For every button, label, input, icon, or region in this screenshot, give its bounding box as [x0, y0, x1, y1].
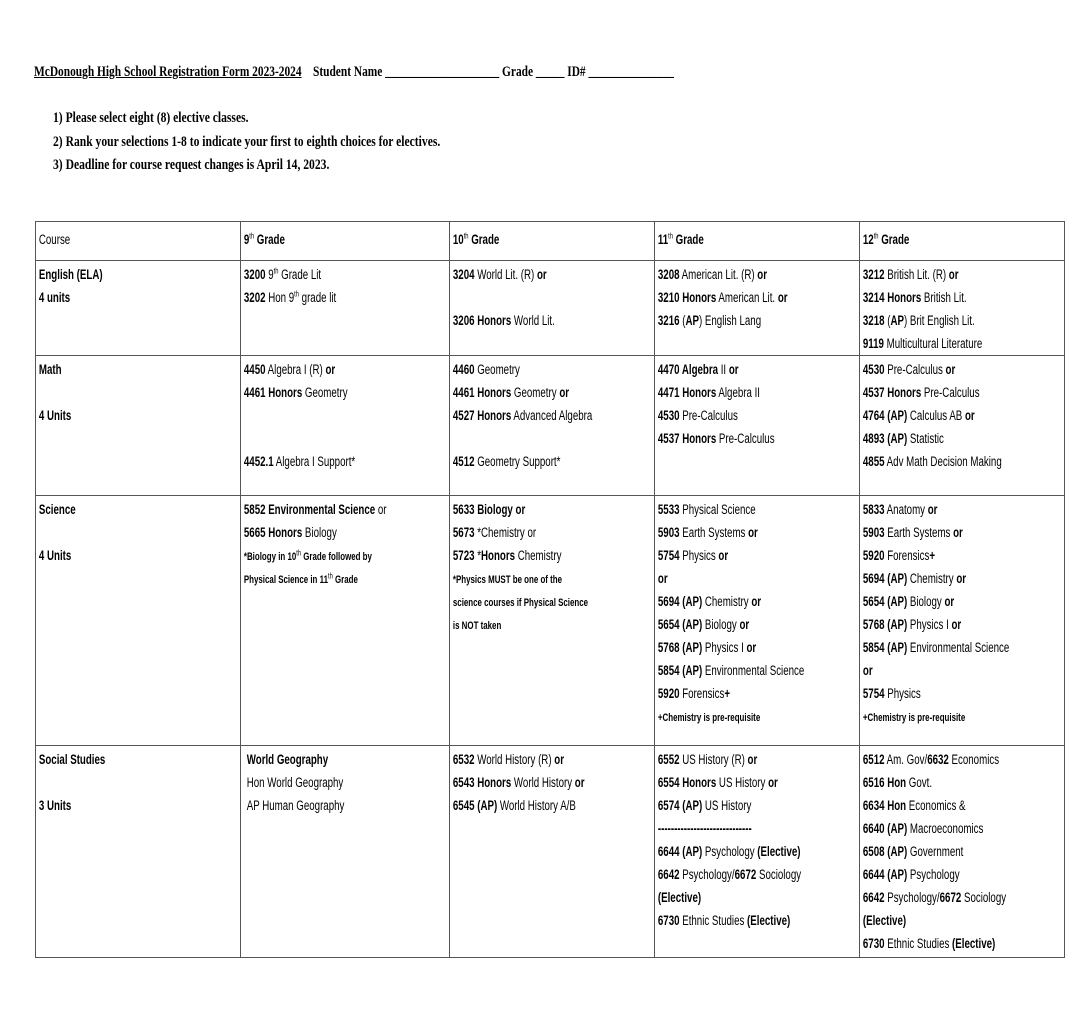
course-code: 4461 Honors: [452, 385, 512, 400]
course-text: Chemistry: [702, 594, 752, 609]
course-code: 5903: [862, 525, 885, 540]
course-text: World History (R): [474, 752, 555, 767]
or-word: or: [956, 571, 967, 586]
course-text: Psychology: [702, 844, 758, 859]
course-code: 5694 (AP): [657, 594, 703, 609]
form-title-line: [34, 64, 674, 81]
course-code: 4470 Algebra: [657, 362, 719, 377]
course-text: Geometry: [302, 385, 348, 400]
course-code: 5723: [452, 548, 475, 563]
course-text: Pre-Calculus: [679, 408, 738, 423]
course-code: 6730: [657, 913, 680, 928]
course-text: Sociology: [961, 890, 1007, 905]
course-code: 6644 (AP): [862, 867, 908, 882]
course-code: 5920: [657, 686, 680, 701]
course-code: 4471 Honors: [657, 385, 717, 400]
course-text: Algebra I (R): [265, 362, 326, 377]
course-table: [35, 221, 1065, 958]
course-text: Algebra II: [716, 385, 761, 400]
course-code: 4537 Honors: [657, 431, 717, 446]
course-code: 3208: [657, 267, 680, 282]
grade-number: 10: [452, 232, 464, 247]
plus-mark: +: [724, 686, 731, 701]
note-text: Grade: [332, 574, 358, 586]
course-cell-10: [450, 496, 655, 746]
instruction-item: 2) Rank your selections 1-8 to indicate your first to eighth choices for electives.: [53, 133, 441, 150]
course-text: Ethnic Studies: [679, 913, 748, 928]
course-code: 6730: [862, 936, 885, 951]
grade-number: 9: [243, 232, 250, 247]
note-text: +Chemistry is pre-requisite: [862, 712, 966, 724]
subject-units: 4 Units: [38, 408, 72, 423]
subject-cell: [36, 261, 241, 356]
course-code: 4537 Honors: [862, 385, 922, 400]
course-text: US History: [716, 775, 769, 790]
or-word: or: [746, 640, 757, 655]
course-code: 6512: [862, 752, 885, 767]
or-word: or: [757, 267, 768, 282]
subject-units: 3 Units: [38, 798, 72, 813]
course-text: Am. Gov/: [884, 752, 928, 767]
course-text: Grade Lit: [278, 267, 322, 282]
grade-word: Grade: [254, 232, 285, 247]
divider-text: -----------------------------: [657, 821, 752, 836]
course-code: 3212: [862, 267, 885, 282]
course-code: 5852 Environmental Science: [243, 502, 376, 517]
instructions-list: [53, 110, 440, 181]
course-text: Government: [907, 844, 964, 859]
course-text: American Lit.: [716, 290, 778, 305]
course-text: Pre-Calculus: [884, 362, 946, 377]
course-text: British Lit. (R): [884, 267, 949, 282]
header-cell-10th: [450, 222, 655, 261]
course-text: Macroeconomics: [907, 821, 984, 836]
course-cell-9: [241, 261, 450, 356]
course-code: 6552: [657, 752, 680, 767]
course-text: Govt.: [906, 775, 933, 790]
table-row-english: [36, 261, 1065, 356]
course-text: *Chemistry or: [474, 525, 537, 540]
or-word: or: [574, 775, 585, 790]
course-text: American Lit. (R): [679, 267, 758, 282]
or-word: or: [559, 385, 570, 400]
course-text: Economics &: [906, 798, 966, 813]
or-word: or: [747, 752, 758, 767]
header-label: Course: [38, 232, 71, 247]
course-cell-9: [241, 496, 450, 746]
course-text: Earth Systems: [884, 525, 954, 540]
course-text: Biology: [907, 594, 945, 609]
course-text: or: [375, 502, 387, 517]
course-code: 9119: [862, 336, 884, 351]
course-text: Pre-Calculus: [716, 431, 775, 446]
course-code: 4452.1: [243, 454, 274, 469]
or-word: or: [554, 752, 564, 767]
course-text: 9: [265, 267, 274, 282]
course-code: 4530: [657, 408, 680, 423]
course-code: 5673: [452, 525, 475, 540]
course-text: Multicultural Literature: [883, 336, 983, 351]
subject-units: 4 Units: [38, 548, 72, 563]
course-cell-12: [860, 261, 1065, 356]
header-cell-9th: [241, 222, 450, 261]
course-text: Adv Math Decision Making: [884, 454, 1002, 469]
course-code: 4450: [243, 362, 266, 377]
course-cell-12: [860, 356, 1065, 496]
course-text: Geometry Support*: [474, 454, 561, 469]
elective-label: (Elective): [747, 913, 791, 928]
course-text: (: [884, 313, 891, 328]
or-word: or: [777, 290, 788, 305]
ordinal-suffix: th: [327, 571, 333, 581]
header-cell-11th: [655, 222, 860, 261]
course-code: 6545 (AP): [452, 798, 498, 813]
subject-name: Social Studies: [38, 752, 106, 767]
course-text: Chemistry: [907, 571, 957, 586]
or-word: or: [927, 502, 938, 517]
or-word: or: [728, 362, 739, 377]
course-text: Physics I: [907, 617, 952, 632]
course-text: US History (R): [679, 752, 748, 767]
course-code: 5768 (AP): [862, 617, 908, 632]
course-name: World Geography: [246, 752, 329, 767]
course-text: Hon 9: [265, 290, 295, 305]
course-text: Advanced Algebra: [511, 408, 593, 423]
elective-label: (Elective): [862, 913, 907, 928]
course-code: 5694 (AP): [862, 571, 908, 586]
instruction-item: 1) Please select eight (8) elective classes.: [53, 110, 249, 126]
course-code: 5754: [862, 686, 885, 701]
table-row-math: [36, 356, 1065, 496]
student-info-fields[interactable]: Student Name ____________________ Grade _____ ID# _______________: [312, 64, 674, 80]
course-cell-10: [450, 261, 655, 356]
course-cell-9: [241, 356, 450, 496]
grade-word: Grade: [878, 232, 910, 247]
course-code: 3216: [657, 313, 680, 328]
course-text: Chemistry: [515, 548, 562, 563]
or-word: or: [657, 571, 668, 586]
grade-word: Grade: [672, 232, 704, 247]
plus-mark: +: [929, 548, 936, 563]
course-text: Algebra I Support*: [273, 454, 356, 469]
course-code: 6508 (AP): [862, 844, 908, 859]
or-word: or: [951, 617, 962, 632]
course-cell-11: [655, 356, 860, 496]
course-code: 6672: [734, 867, 757, 882]
elective-label: (Elective): [952, 936, 996, 951]
course-code: Honors: [481, 548, 516, 563]
ap-label: AP: [685, 313, 699, 328]
course-text: Pre-Calculus: [921, 385, 980, 400]
ordinal-suffix: th: [296, 548, 302, 558]
or-word: or: [964, 408, 975, 423]
course-code: 6644 (AP): [657, 844, 703, 859]
course-code: 5633 Biology or: [452, 502, 526, 517]
or-word: or: [751, 594, 762, 609]
course-code: 3202: [243, 290, 266, 305]
course-text: Hon World Geography: [246, 775, 344, 790]
course-text: Geometry: [474, 362, 520, 377]
course-code: 6642: [657, 867, 680, 882]
course-code: 4461 Honors: [243, 385, 303, 400]
course-text: World History: [511, 775, 575, 790]
course-code: 4460: [452, 362, 475, 377]
or-word: or: [739, 617, 750, 632]
course-text: World History A/B: [497, 798, 576, 813]
course-text: Physical Science: [679, 502, 756, 517]
course-cell-10: [450, 746, 655, 958]
course-text: Statistic: [907, 431, 944, 446]
table-row-social-studies: [36, 746, 1065, 958]
or-word: or: [944, 594, 955, 609]
course-text: US History: [702, 798, 752, 813]
course-code: 5833: [862, 502, 885, 517]
course-cell-12: [860, 746, 1065, 958]
course-text: Physics I: [702, 640, 747, 655]
course-text: Earth Systems: [679, 525, 749, 540]
elective-label: (Elective): [657, 890, 702, 905]
course-code: 5854 (AP): [657, 663, 703, 678]
course-text: Environmental Science: [907, 640, 1010, 655]
course-code: 5920: [862, 548, 885, 563]
course-cell-9: [241, 746, 450, 958]
course-code: 4527 Honors: [452, 408, 512, 423]
course-text: Physics: [884, 686, 921, 701]
course-text: ) Brit English Lit.: [903, 313, 975, 328]
or-word: or: [748, 525, 758, 540]
subject-cell: [36, 496, 241, 746]
course-code: 6642: [862, 890, 885, 905]
course-code: 3200: [243, 267, 266, 282]
course-text: British Lit.: [921, 290, 967, 305]
course-text: Psychology/: [679, 867, 735, 882]
or-word: or: [945, 362, 956, 377]
course-code: 3210 Honors: [657, 290, 717, 305]
header-cell-12th: [860, 222, 1065, 261]
subject-name: Science: [38, 502, 76, 517]
note-text: +Chemistry is pre-requisite: [657, 712, 761, 724]
course-text: grade lit: [298, 290, 337, 305]
course-code: 6543 Honors: [452, 775, 512, 790]
header-cell-course: [36, 222, 241, 261]
or-word: or: [325, 362, 336, 377]
course-code: 5854 (AP): [862, 640, 908, 655]
course-code: 5533: [657, 502, 680, 517]
course-code: 5903: [657, 525, 680, 540]
course-code: 4893 (AP): [862, 431, 908, 446]
course-text: II: [718, 362, 729, 377]
course-code: 5654 (AP): [862, 594, 908, 609]
note-text: Physical Science in 11: [243, 574, 328, 586]
elective-label: (Elective): [757, 844, 801, 859]
subject-cell: [36, 356, 241, 496]
course-code: 6634 Hon: [862, 798, 907, 813]
ordinal-suffix: th: [294, 289, 299, 299]
course-code: 5665 Honors: [243, 525, 303, 540]
course-code: 5768 (AP): [657, 640, 703, 655]
note-text: science courses if Physical Science: [452, 597, 589, 609]
course-code: 3206 Honors: [452, 313, 512, 328]
course-cell-11: [655, 746, 860, 958]
course-code: 4530: [862, 362, 885, 377]
course-text: Anatomy: [884, 502, 928, 517]
course-text: Forensics: [679, 686, 725, 701]
course-code: 6672: [939, 890, 962, 905]
course-text: Calculus AB: [907, 408, 965, 423]
note-text: is NOT taken: [452, 620, 502, 632]
table-row-science: [36, 496, 1065, 746]
note-text: Grade followed by: [301, 551, 372, 563]
or-word: or: [536, 267, 547, 282]
note-text: *Physics MUST be one of the: [452, 574, 563, 586]
subject-name: Math: [38, 362, 62, 377]
course-text: Psychology/: [884, 890, 940, 905]
grade-number: 11: [657, 232, 669, 247]
course-text: World Lit. (R): [474, 267, 537, 282]
ordinal-suffix: th: [668, 231, 673, 241]
course-text: Economics: [948, 752, 1000, 767]
or-word: or: [718, 548, 729, 563]
course-code: 3204: [452, 267, 475, 282]
subject-cell: [36, 746, 241, 958]
course-code: 4764 (AP): [862, 408, 908, 423]
form-title: McDonough High School Registration Form 2023-2024: [34, 64, 302, 80]
course-code: 5654 (AP): [657, 617, 703, 632]
course-text: World Lit.: [511, 313, 555, 328]
course-text: Environmental Science: [702, 663, 805, 678]
course-text: Psychology: [907, 867, 960, 882]
ordinal-suffix: th: [249, 231, 255, 241]
course-code: 3218: [862, 313, 885, 328]
course-code: 4855: [862, 454, 885, 469]
or-word: or: [953, 525, 963, 540]
course-text: Physics: [679, 548, 719, 563]
course-cell-11: [655, 261, 860, 356]
course-cell-10: [450, 356, 655, 496]
subject-units: 4 units: [38, 290, 71, 305]
course-code: 5754: [657, 548, 680, 563]
grade-number: 12: [862, 232, 874, 247]
course-text: Forensics: [884, 548, 930, 563]
course-code: 6632: [927, 752, 949, 767]
instruction-item: 3) Deadline for course request changes is April 14, 2023.: [53, 157, 330, 173]
course-code: 6516 Hon: [862, 775, 907, 790]
course-text: *: [474, 548, 482, 563]
course-text: Sociology: [756, 867, 802, 882]
course-text: (: [679, 313, 686, 328]
course-text: AP Human Geography: [246, 798, 345, 813]
course-code: 6554 Honors: [657, 775, 717, 790]
grade-word: Grade: [468, 232, 500, 247]
or-word: or: [768, 775, 778, 790]
note-text: *Biology in 10: [243, 551, 297, 563]
subject-name: English (ELA): [38, 267, 103, 282]
ordinal-suffix: th: [873, 231, 879, 241]
or-word: or: [948, 267, 959, 282]
or-word: or: [862, 663, 873, 678]
course-text: Biology: [702, 617, 740, 632]
ordinal-suffix: th: [463, 231, 469, 241]
course-cell-12: [860, 496, 1065, 746]
ordinal-suffix: th: [273, 266, 279, 276]
course-cell-11: [655, 496, 860, 746]
course-code: 6532: [452, 752, 475, 767]
course-text: Ethnic Studies: [884, 936, 953, 951]
ap-label: AP: [890, 313, 904, 328]
course-code: 3214 Honors: [862, 290, 922, 305]
course-code: 4512: [452, 454, 475, 469]
course-text: Biology: [302, 525, 337, 540]
course-text: ) English Lang: [698, 313, 762, 328]
course-code: 6640 (AP): [862, 821, 908, 836]
course-code: 6574 (AP): [657, 798, 703, 813]
table-header-row: [36, 222, 1065, 261]
course-text: Geometry: [511, 385, 560, 400]
